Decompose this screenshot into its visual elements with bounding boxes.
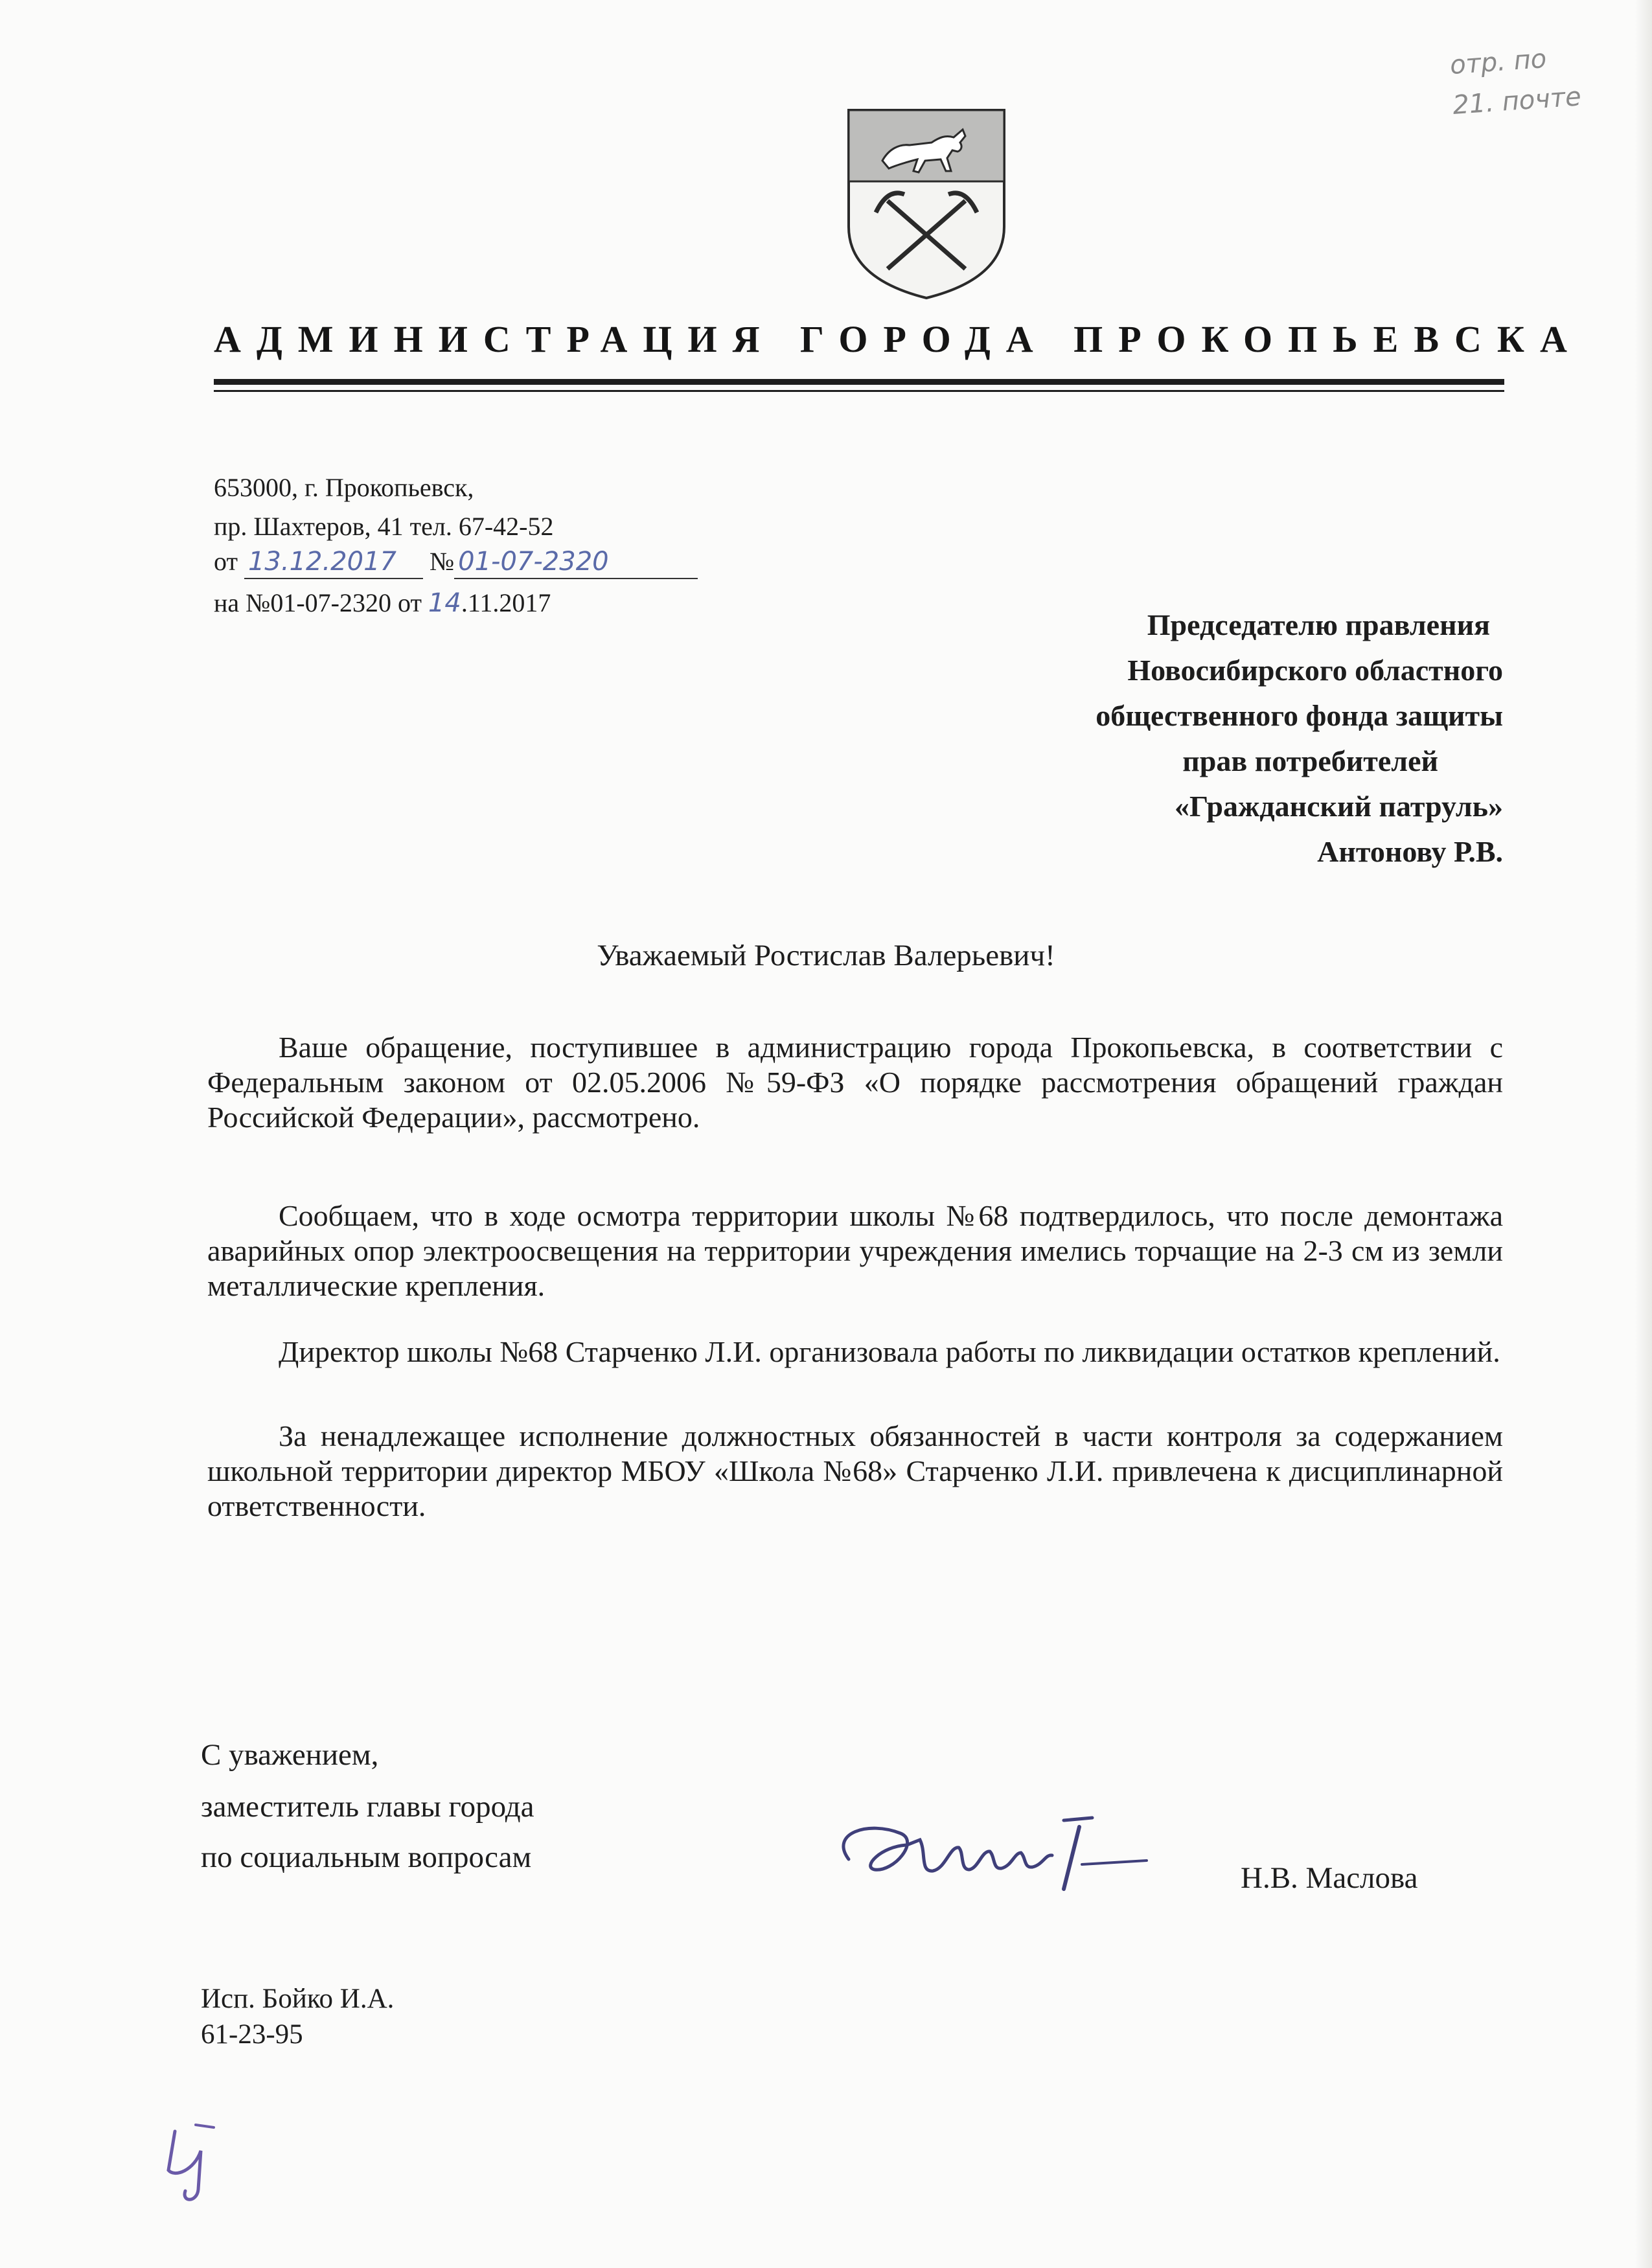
body-paragraph-3-text: Директор школы №68 Старченко Л.И. организовала работы по ликвидации остатков креплений. xyxy=(279,1335,1500,1368)
address-line1: 653000, г. Прокопьевск, xyxy=(214,473,474,502)
reply-reference xyxy=(214,587,551,619)
outgoing-date-number xyxy=(214,545,698,579)
organization-title: АДМИНИСТРАЦИЯ ГОРОДА ПРОКОПЬЕВСКА xyxy=(214,318,1583,360)
outgoing-date-handwritten: 13.12.2017 xyxy=(247,547,396,577)
corner-note-line2: 21. почте xyxy=(1451,82,1583,120)
salutation: Уважаемый Ростислав Валерьевич! xyxy=(597,939,1055,972)
body-paragraph-2-text: Сообщаем, что в ходе осмотра территории школы №68 подтвердилось, что после демонтажа аварийных опор электроосвещения на территории учреждения имелись торчащие на 2-3 см из земли металлические крепления. xyxy=(207,1199,1503,1302)
recipient-line5: «Гражданский патруль» xyxy=(1175,790,1503,823)
recipient-block xyxy=(661,602,1503,875)
signer-position-line1: заместитель главы города xyxy=(201,1790,534,1824)
body-paragraph-1 xyxy=(207,1030,1503,1135)
closing-regards: С уважением, xyxy=(201,1738,379,1772)
body-paragraph-4-text: За ненадлежащее исполнение должностных обязанностей в части контроля за содержанием школьной территории директор МБОУ «Школа №68» Старченко Л.И. привлечена к дисциплинарной ответственности. xyxy=(207,1419,1503,1522)
recipient-line4: прав потребителей xyxy=(1182,744,1438,777)
coat-of-arms-icon xyxy=(842,104,1011,304)
executor-name: Исп. Бойко И.А. xyxy=(201,1984,395,2014)
handwritten-initials-mark xyxy=(155,2105,240,2209)
reply-date-rest: .11.2017 xyxy=(461,588,551,617)
reply-day-handwritten: 14 xyxy=(428,588,461,618)
body-paragraph-3 xyxy=(207,1334,1503,1369)
corner-note-line1: отр. по xyxy=(1449,43,1548,81)
outgoing-number-handwritten: 01-07-2320 xyxy=(458,547,609,577)
recipient-line2: Новосибирского областного xyxy=(1127,654,1503,687)
body-paragraph-4 xyxy=(207,1419,1503,1524)
address-line2: пр. Шахтеров, 41 тел. 67-42-52 xyxy=(214,512,554,541)
number-prefix: № xyxy=(429,547,455,576)
corner-handwritten-note xyxy=(1449,32,1642,126)
scan-edge-shadow xyxy=(1635,0,1652,2268)
recipient-line1: Председателю правления xyxy=(1147,608,1490,641)
recipient-line3: общественного фонда защиты xyxy=(1096,699,1503,732)
date-prefix: от xyxy=(214,547,238,576)
signer-name: Н.В. Маслова xyxy=(1241,1861,1418,1895)
executor-phone: 61-23-95 xyxy=(201,2019,303,2050)
recipient-line6: Антонову Р.В. xyxy=(1317,835,1503,868)
signer-position-line2: по социальным вопросам xyxy=(201,1840,532,1874)
handwritten-signature xyxy=(823,1807,1160,1898)
header-rule-thick xyxy=(214,379,1504,385)
body-paragraph-1-text: Ваше обращение, поступившее в администрацию города Прокопьевска, в соответствии с Федеральным законом от 02.05.2006 №59-ФЗ «О порядке рассмотрения обращений граждан Российской Федерации», рассмотрено. xyxy=(207,1031,1503,1134)
header-rule-thin xyxy=(214,390,1504,392)
body-paragraph-2 xyxy=(207,1198,1503,1303)
reply-prefix: на №01-07-2320 от xyxy=(214,588,422,617)
